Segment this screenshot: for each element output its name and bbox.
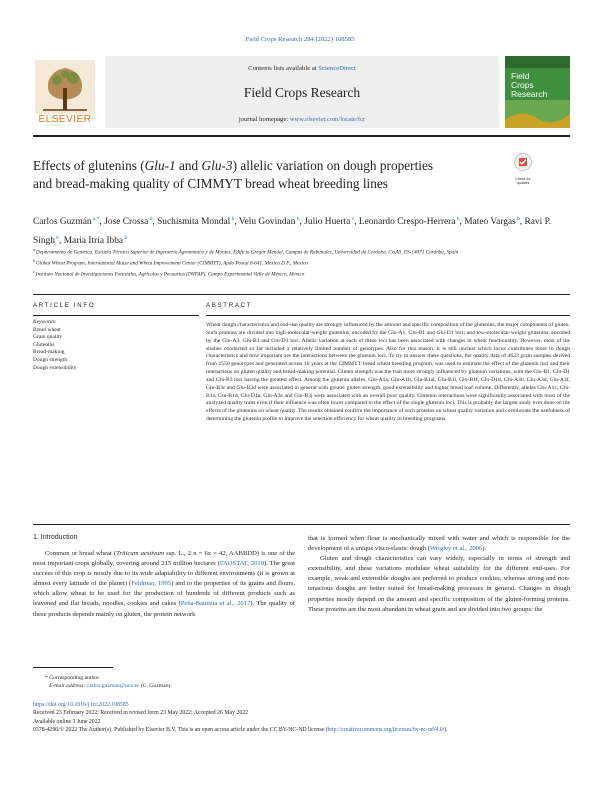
author-affiliation-marker: b bbox=[54, 235, 60, 242]
author-name[interactable]: Mateo Vargas bbox=[464, 217, 516, 228]
keyword-item: Bread-making bbox=[33, 349, 65, 356]
author-name[interactable]: Suchismita Mondal bbox=[157, 217, 231, 228]
keywords-label: Keywords: bbox=[33, 319, 57, 325]
keyword-item: Dough strength bbox=[33, 356, 68, 363]
intro-left-column: Common or bread wheat (Triticum aestivum ssp. L., 2 n = 6x = 42, AABBDD) is one of the most important crops globally, covering around 215 million hectares (FAOSTAT, 2019). The great success of this crop is mostly due to its wide adaptability to different environments (it is grown at almost every latitude of the planet) (Feldman, 1995) and to the properties of its grains and flours, which allow wheat to be used for the production of hundreds of different products such as leavened and flat breads, noodles, cookies and cakes (Peña-Bautista et al., 2017). The quality of these products depends mainly on gluten, the protein network bbox=[33, 550, 296, 618]
author-affiliation-marker: b bbox=[148, 216, 153, 222]
received-dates: Received 23 February 2022; Received in revised form 23 May 2022; Accepted 26 May 2022 bbox=[33, 710, 249, 717]
journal-title: Field Crops Research bbox=[243, 85, 361, 100]
intro-right-column: that is formed when flour is mechanically mixed with water and which is responsible for the development of a unique visco-elastic dough (Wrigley et al., 2006). Gluten and dough characteristics can vary widely, especially in terms of strength and extensibility, and these variations modulate wheat suitability for the different end-uses. For example, weak and extensible doughs are preferred to produce cookies, whereas strong and non-tenacious doughs are better suited for bread-making processes in general. Changes in dough properties mostly depend on the amount and specific composition of the gluten-forming proteins. These proteins are the most abundant in wheat grain and are divided into two groups: the bbox=[308, 535, 570, 613]
article-info-rule bbox=[33, 315, 199, 316]
contents-prefix: Contents lists available at bbox=[248, 65, 317, 72]
license-line: 0378-4290/© 2022 The Author(s). Published by Elsevier B.V. This is an open access article under the CC BY-NC-ND license (http://creativecommons.org/licenses/by-nc-nd/4.0/). bbox=[33, 727, 448, 734]
homepage-prefix: journal homepage: bbox=[238, 116, 289, 123]
footnote: * Corresponding author. E-mail address: carlos.guzman@uco.es (C. Guzmán). bbox=[45, 675, 172, 689]
citation-wrigley[interactable]: Wrigley et al., 2006 bbox=[429, 545, 483, 553]
author-name[interactable]: Leonardo Crespo-Herrera bbox=[358, 217, 456, 228]
check-for-updates-badge[interactable]: Check for updates bbox=[510, 152, 536, 182]
homepage-link[interactable]: www.elsevier.com/locate/fcr bbox=[289, 116, 366, 123]
author-affiliation-marker: b bbox=[123, 235, 128, 242]
author-name[interactable]: Jose Crossa bbox=[104, 217, 149, 228]
affiliations bbox=[33, 246, 570, 279]
author-affiliation-marker: c bbox=[350, 216, 355, 222]
author-affiliation-marker: b bbox=[515, 216, 520, 222]
citation-pena-bautista[interactable]: Peña-Bautista et al., 2017 bbox=[180, 600, 251, 608]
affiliation-line: $^c$ Instituto Nacional de Investigaciones Forestales, Agrícolas y Pecuarias (INIFAP), Campo Experimental Valle de México, Mexico bbox=[33, 269, 305, 279]
masthead-rule bbox=[33, 135, 570, 137]
affiliation-line: $^a$ Departamento de Genética, Escuela Técnica Superior de Ingeniería Agronómica y de Montes, Edificio Gregor Mendel, Campus de Rabanales, Universidad de Córdoba, CeiA3, ES-14071 Córdoba, Spain bbox=[33, 247, 459, 256]
doi-link[interactable]: https://doi.org/10.1016/j.fcr.2022.108585 bbox=[33, 702, 129, 708]
abstract-bottom-rule bbox=[33, 524, 570, 525]
contents-line bbox=[105, 65, 499, 72]
keyword-item: Dough extensibility bbox=[33, 364, 77, 371]
section-heading-introduction: 1. Introduction bbox=[33, 534, 78, 541]
article-title: Effects of glutenins (Glu-1 and Glu-3) allelic variation on dough properties and bread-making quality of CIMMYT bread wheat breeding lines bbox=[33, 158, 434, 191]
article-info-heading: ARTICLE INFO bbox=[33, 302, 96, 309]
masthead bbox=[33, 52, 570, 132]
author-name[interactable]: Carlos Guzmán bbox=[33, 217, 92, 228]
journal-header-box bbox=[105, 56, 499, 128]
abstract-rule bbox=[206, 315, 570, 316]
keywords-block bbox=[33, 319, 199, 372]
author-affiliation-marker: b bbox=[295, 216, 300, 222]
crossmark-icon bbox=[510, 152, 536, 172]
citation-feldman[interactable]: Feldman, 1995 bbox=[131, 580, 172, 588]
footnote-rule bbox=[33, 667, 113, 668]
author-name[interactable]: Maria Itria Ibba bbox=[63, 236, 124, 247]
author-name[interactable]: Julio Huerta bbox=[304, 217, 351, 228]
homepage-line bbox=[105, 116, 499, 123]
abstract-heading: ABSTRACT bbox=[206, 302, 253, 309]
license-link[interactable]: http://creativecommons.org/licenses/by-nc-nd/4.0/ bbox=[327, 727, 445, 734]
journal-cover-thumbnail bbox=[505, 56, 570, 128]
author-name[interactable]: Ravi P. Singh bbox=[33, 217, 552, 247]
sciencedirect-link[interactable]: ScienceDirect bbox=[318, 65, 356, 72]
cover-title: Field Crops Research bbox=[511, 71, 548, 99]
author-affiliation-marker: b bbox=[455, 216, 460, 222]
author-name[interactable]: Velu Govindan bbox=[238, 217, 296, 228]
email-link[interactable]: carlos.guzman@uco.es bbox=[86, 683, 140, 689]
author-affiliation-marker: b bbox=[230, 216, 235, 222]
keyword-item: Bread wheat bbox=[33, 326, 61, 333]
info-top-rule bbox=[33, 294, 570, 295]
keyword-item: Glutenins bbox=[33, 341, 55, 348]
publisher-name: ELSEVIER bbox=[38, 114, 92, 125]
author-affiliation-marker: a,* bbox=[91, 216, 100, 222]
abstract-text: Wheat dough characteristics and end-use quality are strongly influenced by the amount and specific composition of the glutenins, the major components of gluten. Such proteins are divided into high-molecular-weight glutenins, encoded by the Glu-A1, Glu-B1 and Glu-D1 loci; and low-molecular-weight glutenins, encoded by the Glu-A3, Glu-B3 and Glu-D3 loci. Allelic variation at each of these loci has been associated with changes in wheat functionality. However, most of the studies conducted so far included a relatively limited number of genotypes. Also for this reason, it is still unclear which locus contributes more to dough characteristics and how important are the interactions between the glutenin loci. To try to answer these questions, the quality data of 4623 grain samples derived from 2550 genotypes and generated across 10 years at the CIMMYT bread wheat breeding program, was used to estimate the effect of the glutenin loci and their interactions on gluten quality and bread-making potential. Gluten strength was the trait more strongly influenced by glutenin variations, with the Glu-B1, Glu-D1 and Glu-B3 loci having the greatest effect. Among the glutenin alleles, Glu-A1a, Glu-A1b, Glu-B1al, Glu-B1i, Glu-B1f, Glu-D1d, Glu-A3b, Glu-A3d, Glu-A3f, Glu-B3c and Glu-B3d were associated in general with greater gluten strength, good extensibility and higher bread loaf volume. Differently, alleles Glu-A1c, Glu-B1a, Glu-B1d, Glu-D1a, Glu-A3e and Glu-B3j were associated with an overall poor quality. Glutenin interactions were significantly associated with most of the analyzed quality traits even if their influence was often lower compared to the effect of the single glutenin loci. This is probably the largest study ever done on the effects of the glutenins on wheat quality. The results obtained confirm the importance of such proteins on wheat quality variation and corroborate the usefulness of determining the glutenin profile to improve the selection efficiency for wheat quality in breeding programs. bbox=[206, 322, 571, 423]
available-online: Available online 3 June 2022 bbox=[33, 718, 101, 725]
publication-metadata bbox=[33, 701, 570, 735]
journal-reference[interactable]: Field Crops Research 284 (2022) 108585 bbox=[245, 36, 355, 43]
author-list: Carlos Guzmán $^{a,*}$, Jose Crossa $^b$, Suchismita Mondal $^b$, Velu Govindan $^b$, Julio Huerta $^c$, Leonardo Crespo-Herrera $^b$, Mateo Vargas $^b$, Ravi P. Singh $^b$, Maria Itria Ibba $^b$ bbox=[33, 216, 552, 247]
affiliation-line: $^b$ Global Wheat Program, International Maize and Wheat Improvement Center (CIMMYT), Apdo Postal 6-641, Mexico D.F., Mexico bbox=[33, 258, 308, 267]
keyword-item: Grain quality bbox=[33, 334, 63, 341]
citation-faostat[interactable]: FAOSTAT, 2019 bbox=[219, 560, 265, 568]
